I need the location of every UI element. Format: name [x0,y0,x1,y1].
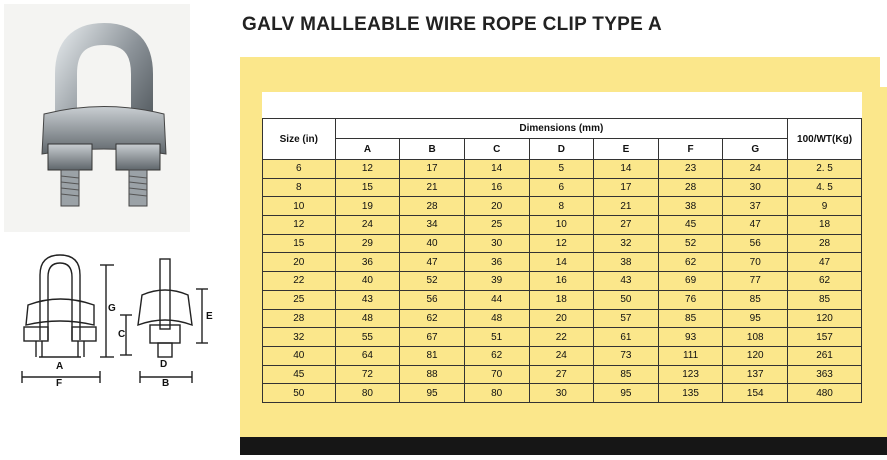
spec-table [262,118,862,403]
dimension-cell-f: 93 [658,328,723,347]
dimensions-header: Dimensions (mm) [335,119,787,139]
dimension-cell-a: 55 [335,328,400,347]
panel-tab [240,57,880,87]
size-cell: 12 [263,216,336,235]
dimension-cell-c: 48 [464,309,529,328]
dimension-cell-c: 36 [464,253,529,272]
dimension-cell-e: 17 [594,178,659,197]
dimension-drawing [10,245,232,390]
dimension-cell-c: 80 [464,384,529,403]
size-cell: 45 [263,365,336,384]
dimension-cell-e: 27 [594,216,659,235]
dimension-cell-d: 20 [529,309,594,328]
dimension-cell-e: 32 [594,234,659,253]
weight-cell: 9 [788,197,862,216]
dimension-cell-f: 28 [658,178,723,197]
size-cell: 10 [263,197,336,216]
weight-cell: 62 [788,272,862,291]
size-cell: 20 [263,253,336,272]
weight-cell: 363 [788,365,862,384]
size-cell: 22 [263,272,336,291]
dimension-cell-b: 52 [400,272,465,291]
table-row [263,197,862,216]
dimension-cell-g: 154 [723,384,788,403]
size-cell: 6 [263,160,336,179]
weight-cell: 47 [788,253,862,272]
dimension-cell-g: 77 [723,272,788,291]
dimension-cell-f: 76 [658,290,723,309]
dimension-cell-b: 62 [400,309,465,328]
panel-bottom-bar [240,437,887,455]
dimension-cell-g: 56 [723,234,788,253]
dimension-cell-a: 12 [335,160,400,179]
dimension-cell-c: 62 [464,346,529,365]
dimension-cell-f: 23 [658,160,723,179]
product-photo [4,4,190,232]
column-header-g: G [723,139,788,160]
column-header-d: D [529,139,594,160]
weight-cell: 18 [788,216,862,235]
dimension-cell-e: 43 [594,272,659,291]
weight-cell: 120 [788,309,862,328]
dimension-cell-f: 38 [658,197,723,216]
weight-cell: 28 [788,234,862,253]
dimension-cell-a: 36 [335,253,400,272]
column-header-a: A [335,139,400,160]
dimension-cell-g: 120 [723,346,788,365]
size-cell: 40 [263,346,336,365]
size-cell: 32 [263,328,336,347]
drawing-label-g: G [108,303,116,314]
dimension-cell-f: 62 [658,253,723,272]
dimension-cell-b: 28 [400,197,465,216]
table-row [263,365,862,384]
dimension-cell-b: 47 [400,253,465,272]
dimension-cell-c: 25 [464,216,529,235]
drawing-label-f: F [56,378,63,389]
table-row [263,178,862,197]
dimension-cell-f: 52 [658,234,723,253]
column-header-f: F [658,139,723,160]
dimension-cell-g: 37 [723,197,788,216]
table-row [263,290,862,309]
drawing-label-d: D [160,359,168,370]
size-header: Size (in) [263,119,336,160]
drawing-label-c: C [118,329,126,340]
column-header-b: B [400,139,465,160]
table-row [263,272,862,291]
dimension-cell-d: 5 [529,160,594,179]
dimension-cell-a: 19 [335,197,400,216]
dimension-cell-d: 14 [529,253,594,272]
dimension-cell-d: 10 [529,216,594,235]
dimension-cell-a: 29 [335,234,400,253]
weight-cell: 2. 5 [788,160,862,179]
dimension-cell-d: 24 [529,346,594,365]
dimension-cell-b: 40 [400,234,465,253]
table-row [263,234,862,253]
table-row [263,309,862,328]
dimension-cell-d: 18 [529,290,594,309]
weight-cell: 480 [788,384,862,403]
dimension-cell-g: 108 [723,328,788,347]
dimension-cell-e: 50 [594,290,659,309]
dimension-cell-c: 30 [464,234,529,253]
dimension-cell-c: 20 [464,197,529,216]
dimension-cell-f: 111 [658,346,723,365]
table-row [263,384,862,403]
weight-cell: 261 [788,346,862,365]
dimension-cell-d: 6 [529,178,594,197]
dimension-cell-d: 27 [529,365,594,384]
dimension-cell-g: 95 [723,309,788,328]
dimension-cell-b: 95 [400,384,465,403]
drawing-label-e: E [206,311,213,322]
dimension-cell-e: 38 [594,253,659,272]
dimension-cell-g: 24 [723,160,788,179]
table-row [263,253,862,272]
table-row [263,328,862,347]
dimension-cell-a: 80 [335,384,400,403]
dimension-cell-g: 30 [723,178,788,197]
dimension-cell-d: 12 [529,234,594,253]
dimension-cell-a: 48 [335,309,400,328]
weight-cell: 157 [788,328,862,347]
dimension-cell-a: 64 [335,346,400,365]
dimension-cell-e: 14 [594,160,659,179]
dimension-cell-c: 44 [464,290,529,309]
drawing-label-a: A [56,361,64,372]
dimension-cell-a: 15 [335,178,400,197]
dimension-cell-a: 24 [335,216,400,235]
dimension-cell-c: 39 [464,272,529,291]
dimension-cell-e: 21 [594,197,659,216]
drawing-label-b: B [162,378,170,389]
dimension-cell-b: 81 [400,346,465,365]
dimension-cell-c: 16 [464,178,529,197]
column-header-c: C [464,139,529,160]
dimension-cell-a: 72 [335,365,400,384]
dimension-cell-e: 73 [594,346,659,365]
dimension-cell-c: 51 [464,328,529,347]
dimension-cell-b: 17 [400,160,465,179]
dimension-cell-d: 16 [529,272,594,291]
dimension-cell-f: 85 [658,309,723,328]
dimension-cell-g: 70 [723,253,788,272]
dimension-cell-f: 69 [658,272,723,291]
dimension-cell-a: 40 [335,272,400,291]
table-row [263,346,862,365]
dimension-cell-a: 43 [335,290,400,309]
size-cell: 15 [263,234,336,253]
dimension-cell-c: 14 [464,160,529,179]
dimension-cell-g: 85 [723,290,788,309]
weight-cell: 4. 5 [788,178,862,197]
size-cell: 8 [263,178,336,197]
dimension-cell-b: 21 [400,178,465,197]
dimension-cell-d: 8 [529,197,594,216]
page-title: GALV MALLEABLE WIRE ROPE CLIP TYPE A [242,14,663,35]
column-header-e: E [594,139,659,160]
dimension-cell-g: 47 [723,216,788,235]
dimension-cell-b: 88 [400,365,465,384]
dimension-cell-f: 45 [658,216,723,235]
weight-header: 100/WT(Kg) [788,119,862,160]
dimension-cell-e: 85 [594,365,659,384]
size-cell: 28 [263,309,336,328]
table-row [263,160,862,179]
size-cell: 25 [263,290,336,309]
weight-cell: 85 [788,290,862,309]
dimension-cell-f: 135 [658,384,723,403]
dimension-cell-e: 57 [594,309,659,328]
size-cell: 50 [263,384,336,403]
table-row [263,216,862,235]
dimension-cell-e: 61 [594,328,659,347]
dimension-cell-b: 56 [400,290,465,309]
dimension-cell-e: 95 [594,384,659,403]
dimension-cell-b: 67 [400,328,465,347]
dimension-cell-d: 22 [529,328,594,347]
dimension-cell-d: 30 [529,384,594,403]
dimension-cell-g: 137 [723,365,788,384]
dimension-cell-b: 34 [400,216,465,235]
dimension-cell-f: 123 [658,365,723,384]
dimension-cell-c: 70 [464,365,529,384]
